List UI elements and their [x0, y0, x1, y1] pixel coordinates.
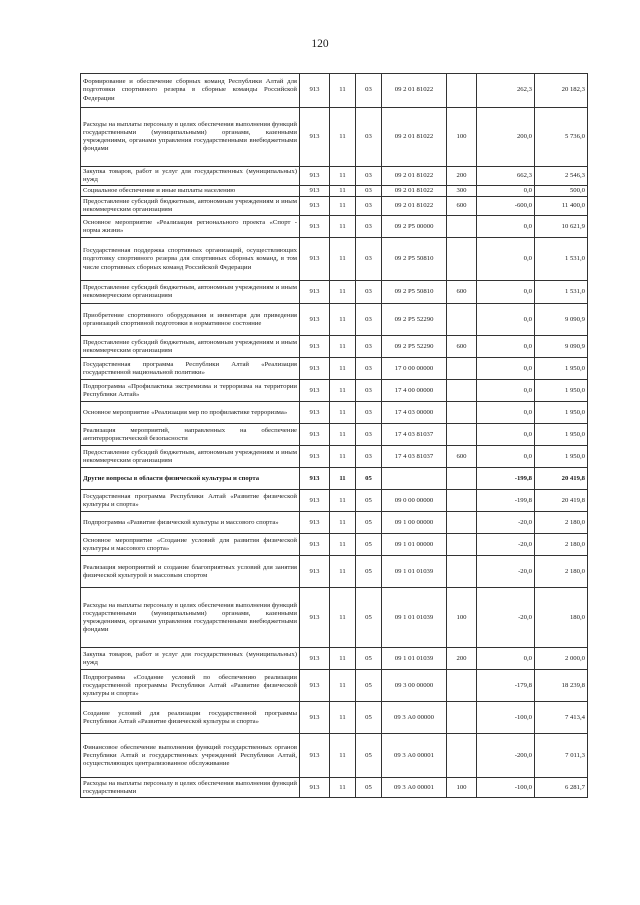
expense-type-cell — [447, 512, 477, 534]
change-amount-cell: -20,0 — [477, 556, 535, 588]
table-row — [81, 186, 588, 197]
section-code-cell: 11 — [330, 74, 356, 108]
page-number: 120 — [311, 38, 329, 50]
table-row — [81, 336, 588, 358]
target-article-cell: 17 4 03 81037 — [382, 424, 447, 446]
table-row — [81, 304, 588, 336]
table-row — [81, 238, 588, 281]
budget-table-body — [81, 74, 588, 798]
subsection-code-cell: 03 — [356, 304, 382, 336]
table-row — [81, 281, 588, 304]
subsection-code-cell: 05 — [356, 670, 382, 702]
table-row — [81, 670, 588, 702]
total-amount-cell: 9 090,9 — [535, 336, 588, 358]
expense-type-cell — [447, 358, 477, 380]
expense-name-cell: Финансовое обеспечение выполнения функций государственных органов Республики Алтай и государственных учреждений Республики Алтай, осуществляющих централизованное обслуживание — [81, 734, 300, 778]
expense-type-cell — [447, 468, 477, 490]
subsection-code-cell: 05 — [356, 588, 382, 648]
expense-type-cell — [447, 702, 477, 734]
section-code-cell: 11 — [330, 702, 356, 734]
ministry-code-cell: 913 — [300, 336, 330, 358]
subsection-code-cell: 05 — [356, 778, 382, 798]
change-amount-cell: -199,8 — [477, 468, 535, 490]
subsection-code-cell: 03 — [356, 424, 382, 446]
expense-name-cell: Реализация мероприятий и создание благоприятных условий для занятия физической культурой и массовым спортом — [81, 556, 300, 588]
expense-type-cell — [447, 424, 477, 446]
total-amount-cell: 1 950,0 — [535, 446, 588, 468]
table-row — [81, 74, 588, 108]
expense-name-cell: Другие вопросы в области физической культуры и спорта — [81, 468, 300, 490]
expense-type-cell — [447, 556, 477, 588]
section-code-cell: 11 — [330, 446, 356, 468]
expense-type-cell — [447, 402, 477, 424]
expense-name-cell: Подпрограмма «Развитие физической культуры и массового спорта» — [81, 512, 300, 534]
table-row — [81, 702, 588, 734]
expense-type-cell — [447, 534, 477, 556]
subsection-code-cell: 05 — [356, 490, 382, 512]
change-amount-cell: 0,0 — [477, 648, 535, 670]
change-amount-cell: 0,0 — [477, 216, 535, 238]
table-row — [81, 490, 588, 512]
section-code-cell: 11 — [330, 336, 356, 358]
table-row — [81, 402, 588, 424]
table-row — [81, 197, 588, 216]
expense-type-cell: 100 — [447, 778, 477, 798]
ministry-code-cell: 913 — [300, 167, 330, 186]
total-amount-cell: 7 011,3 — [535, 734, 588, 778]
expense-name-cell: Создание условий для реализации государственной программы Республики Алтай «Развитие физической культуры и спорта» — [81, 702, 300, 734]
subsection-code-cell: 03 — [356, 358, 382, 380]
table-row — [81, 556, 588, 588]
total-amount-cell: 2 180,0 — [535, 556, 588, 588]
change-amount-cell: 0,0 — [477, 402, 535, 424]
expense-name-cell: Социальное обеспечение и иные выплаты населению — [81, 186, 300, 197]
expense-type-cell — [447, 304, 477, 336]
target-article-cell: 09 2 01 81022 — [382, 108, 447, 167]
expense-name-cell: Расходы на выплаты персоналу в целях обеспечения выполнения функций государственными (муниципальными) органами, казенными учреждениями, органами управления государственными внебюджетными фондами — [81, 108, 300, 167]
total-amount-cell: 1 950,0 — [535, 358, 588, 380]
target-article-cell — [382, 468, 447, 490]
table-row — [81, 358, 588, 380]
expense-name-cell: Основное мероприятие «Реализация мер по профилактике терроризма» — [81, 402, 300, 424]
section-code-cell: 11 — [330, 358, 356, 380]
expense-type-cell — [447, 734, 477, 778]
change-amount-cell: -100,0 — [477, 778, 535, 798]
ministry-code-cell: 913 — [300, 490, 330, 512]
section-code-cell: 11 — [330, 490, 356, 512]
expense-name-cell: Предоставление субсидий бюджетным, автономным учреждениям и иным некоммерческим организациям — [81, 446, 300, 468]
change-amount-cell: 0,0 — [477, 336, 535, 358]
ministry-code-cell: 913 — [300, 304, 330, 336]
target-article-cell: 09 2 P5 00000 — [382, 216, 447, 238]
section-code-cell: 11 — [330, 238, 356, 281]
ministry-code-cell: 913 — [300, 358, 330, 380]
expense-name-cell: Реализация мероприятий, направленных на обеспечение антитеррористической безопасности — [81, 424, 300, 446]
target-article-cell: 17 0 00 00000 — [382, 358, 447, 380]
change-amount-cell: 0,0 — [477, 304, 535, 336]
total-amount-cell: 20 182,3 — [535, 74, 588, 108]
section-code-cell: 11 — [330, 304, 356, 336]
table-row — [81, 167, 588, 186]
target-article-cell: 09 1 00 00000 — [382, 512, 447, 534]
ministry-code-cell: 913 — [300, 734, 330, 778]
expense-name-cell: Государственная программа Республики Алтай «Реализация государственной национальной политики» — [81, 358, 300, 380]
section-code-cell: 11 — [330, 778, 356, 798]
subsection-code-cell: 05 — [356, 512, 382, 534]
target-article-cell: 17 4 03 00000 — [382, 402, 447, 424]
change-amount-cell: -100,0 — [477, 702, 535, 734]
change-amount-cell: 0,0 — [477, 358, 535, 380]
section-code-cell: 11 — [330, 468, 356, 490]
ministry-code-cell: 913 — [300, 216, 330, 238]
expense-name-cell: Подпрограмма «Профилактика экстремизма и терроризма на территории Республики Алтай» — [81, 380, 300, 402]
table-row — [81, 734, 588, 778]
expense-type-cell — [447, 74, 477, 108]
section-code-cell: 11 — [330, 424, 356, 446]
expense-type-cell: 200 — [447, 648, 477, 670]
section-code-cell: 11 — [330, 734, 356, 778]
target-article-cell: 09 2 01 81022 — [382, 74, 447, 108]
total-amount-cell: 180,0 — [535, 588, 588, 648]
subsection-code-cell: 05 — [356, 556, 382, 588]
subsection-code-cell: 03 — [356, 238, 382, 281]
expense-type-cell: 600 — [447, 197, 477, 216]
ministry-code-cell: 913 — [300, 588, 330, 648]
section-code-cell: 11 — [330, 380, 356, 402]
ministry-code-cell: 913 — [300, 648, 330, 670]
target-article-cell: 17 4 03 81037 — [382, 446, 447, 468]
total-amount-cell: 11 400,0 — [535, 197, 588, 216]
table-row — [81, 534, 588, 556]
section-code-cell: 11 — [330, 108, 356, 167]
target-article-cell: 09 2 01 81022 — [382, 167, 447, 186]
expense-type-cell — [447, 216, 477, 238]
total-amount-cell: 1 950,0 — [535, 380, 588, 402]
expense-type-cell — [447, 238, 477, 281]
total-amount-cell: 1 531,0 — [535, 238, 588, 281]
change-amount-cell: 0,0 — [477, 424, 535, 446]
expense-name-cell: Формирование и обеспечение сборных команд Республики Алтай для подготовки спортивного резерва в сборные команды Российской Федерации — [81, 74, 300, 108]
target-article-cell: 09 0 00 00000 — [382, 490, 447, 512]
table-row — [81, 108, 588, 167]
change-amount-cell: 262,3 — [477, 74, 535, 108]
subsection-code-cell: 05 — [356, 534, 382, 556]
section-code-cell: 11 — [330, 186, 356, 197]
target-article-cell: 09 3 А0 00000 — [382, 702, 447, 734]
change-amount-cell: -20,0 — [477, 588, 535, 648]
expense-type-cell: 100 — [447, 108, 477, 167]
subsection-code-cell: 03 — [356, 336, 382, 358]
change-amount-cell: 0,0 — [477, 281, 535, 304]
ministry-code-cell: 913 — [300, 238, 330, 281]
section-code-cell: 11 — [330, 670, 356, 702]
target-article-cell: 09 2 01 81022 — [382, 186, 447, 197]
target-article-cell: 17 4 00 00000 — [382, 380, 447, 402]
table-row — [81, 512, 588, 534]
total-amount-cell: 6 281,7 — [535, 778, 588, 798]
ministry-code-cell: 913 — [300, 446, 330, 468]
ministry-code-cell: 913 — [300, 380, 330, 402]
change-amount-cell: -600,0 — [477, 197, 535, 216]
ministry-code-cell: 913 — [300, 281, 330, 304]
change-amount-cell: -200,0 — [477, 734, 535, 778]
change-amount-cell: 0,0 — [477, 186, 535, 197]
subsection-code-cell: 03 — [356, 74, 382, 108]
change-amount-cell: -199,8 — [477, 490, 535, 512]
ministry-code-cell: 913 — [300, 74, 330, 108]
change-amount-cell: -20,0 — [477, 512, 535, 534]
expense-type-cell: 600 — [447, 446, 477, 468]
target-article-cell: 09 3 А0 00001 — [382, 734, 447, 778]
total-amount-cell: 5 736,0 — [535, 108, 588, 167]
ministry-code-cell: 913 — [300, 108, 330, 167]
target-article-cell: 09 1 01 01039 — [382, 648, 447, 670]
change-amount-cell: 0,0 — [477, 446, 535, 468]
table-row — [81, 216, 588, 238]
target-article-cell: 09 2 01 81022 — [382, 197, 447, 216]
subsection-code-cell: 05 — [356, 734, 382, 778]
expense-type-cell: 100 — [447, 588, 477, 648]
table-row — [81, 648, 588, 670]
total-amount-cell: 20 419,8 — [535, 468, 588, 490]
section-code-cell: 11 — [330, 197, 356, 216]
subsection-code-cell: 03 — [356, 197, 382, 216]
expense-type-cell — [447, 670, 477, 702]
expense-name-cell: Основное мероприятие «Создание условий для развития физической культуры и массового спорта» — [81, 534, 300, 556]
section-code-cell: 11 — [330, 588, 356, 648]
expense-type-cell: 600 — [447, 281, 477, 304]
expense-type-cell: 200 — [447, 167, 477, 186]
section-code-cell: 11 — [330, 512, 356, 534]
section-code-cell: 11 — [330, 281, 356, 304]
expense-name-cell: Предоставление субсидий бюджетным, автономным учреждениям и иным некоммерческим организациям — [81, 281, 300, 304]
table-row — [81, 424, 588, 446]
ministry-code-cell: 913 — [300, 186, 330, 197]
section-code-cell: 11 — [330, 648, 356, 670]
subsection-code-cell: 05 — [356, 702, 382, 734]
table-row — [81, 380, 588, 402]
total-amount-cell: 1 950,0 — [535, 424, 588, 446]
subsection-code-cell: 03 — [356, 167, 382, 186]
expense-name-cell: Расходы на выплаты персоналу в целях обеспечения выполнения функций государственными — [81, 778, 300, 798]
table-row — [81, 778, 588, 798]
change-amount-cell: 0,0 — [477, 238, 535, 281]
ministry-code-cell: 913 — [300, 197, 330, 216]
total-amount-cell: 500,0 — [535, 186, 588, 197]
target-article-cell: 09 3 00 00000 — [382, 670, 447, 702]
total-amount-cell: 10 621,9 — [535, 216, 588, 238]
ministry-code-cell: 913 — [300, 512, 330, 534]
target-article-cell: 09 2 P5 50810 — [382, 281, 447, 304]
table-row — [81, 588, 588, 648]
subsection-code-cell: 03 — [356, 281, 382, 304]
section-code-cell: 11 — [330, 402, 356, 424]
expense-name-cell: Расходы на выплаты персоналу в целях обеспечения выполнения функций государственными (муниципальными) органами, казенными учреждениями, органами управления государственными внебюджетными фондами — [81, 588, 300, 648]
subsection-code-cell: 03 — [356, 446, 382, 468]
total-amount-cell: 20 419,8 — [535, 490, 588, 512]
change-amount-cell: 662,3 — [477, 167, 535, 186]
subsection-code-cell: 03 — [356, 186, 382, 197]
expense-name-cell: Закупка товаров, работ и услуг для государственных (муниципальных) нужд — [81, 648, 300, 670]
budget-table — [80, 73, 588, 798]
change-amount-cell: 0,0 — [477, 380, 535, 402]
expense-name-cell: Приобретение спортивного оборудования и инвентаря для приведения организаций спортивной подготовки в нормативное состояние — [81, 304, 300, 336]
expense-name-cell: Государственная поддержка спортивных организаций, осуществляющих подготовку спортивного резерва для спортивных сборных команд, в том числе спортивных сборных команд Российской Федерации — [81, 238, 300, 281]
target-article-cell: 09 2 P5 52290 — [382, 336, 447, 358]
subsection-code-cell: 05 — [356, 468, 382, 490]
target-article-cell: 09 3 А0 00001 — [382, 778, 447, 798]
total-amount-cell: 9 090,9 — [535, 304, 588, 336]
total-amount-cell: 18 239,8 — [535, 670, 588, 702]
total-amount-cell: 1 531,0 — [535, 281, 588, 304]
subsection-code-cell: 03 — [356, 108, 382, 167]
total-amount-cell: 7 413,4 — [535, 702, 588, 734]
ministry-code-cell: 913 — [300, 402, 330, 424]
total-amount-cell: 1 950,0 — [535, 402, 588, 424]
target-article-cell: 09 1 01 01039 — [382, 556, 447, 588]
table-row — [81, 468, 588, 490]
expense-type-cell: 300 — [447, 186, 477, 197]
total-amount-cell: 2 546,3 — [535, 167, 588, 186]
subsection-code-cell: 03 — [356, 402, 382, 424]
change-amount-cell: -20,0 — [477, 534, 535, 556]
total-amount-cell: 2 180,0 — [535, 512, 588, 534]
table-row — [81, 446, 588, 468]
expense-type-cell — [447, 490, 477, 512]
expense-name-cell: Основное мероприятие «Реализация регионального проекта «Спорт - норма жизни» — [81, 216, 300, 238]
expense-name-cell: Государственная программа Республики Алтай «Развитие физической культуры и спорта» — [81, 490, 300, 512]
target-article-cell: 09 1 01 00000 — [382, 534, 447, 556]
change-amount-cell: -179,8 — [477, 670, 535, 702]
target-article-cell: 09 1 01 01039 — [382, 588, 447, 648]
expense-type-cell — [447, 380, 477, 402]
total-amount-cell: 2 000,0 — [535, 648, 588, 670]
subsection-code-cell: 05 — [356, 648, 382, 670]
expense-name-cell: Предоставление субсидий бюджетным, автономным учреждениям и иным некоммерческим организациям — [81, 197, 300, 216]
subsection-code-cell: 03 — [356, 380, 382, 402]
ministry-code-cell: 913 — [300, 670, 330, 702]
ministry-code-cell: 913 — [300, 702, 330, 734]
ministry-code-cell: 913 — [300, 468, 330, 490]
section-code-cell: 11 — [330, 216, 356, 238]
section-code-cell: 11 — [330, 534, 356, 556]
expense-name-cell: Подпрограмма «Создание условий по обеспечению реализации государственной программы Республики Алтай «Развитие физической культуры и спорта» — [81, 670, 300, 702]
ministry-code-cell: 913 — [300, 778, 330, 798]
section-code-cell: 11 — [330, 556, 356, 588]
target-article-cell: 09 2 P5 50810 — [382, 238, 447, 281]
subsection-code-cell: 03 — [356, 216, 382, 238]
expense-name-cell: Закупка товаров, работ и услуг для государственных (муниципальных) нужд — [81, 167, 300, 186]
target-article-cell: 09 2 P5 52290 — [382, 304, 447, 336]
change-amount-cell: 200,0 — [477, 108, 535, 167]
expense-name-cell: Предоставление субсидий бюджетным, автономным учреждениям и иным некоммерческим организациям — [81, 336, 300, 358]
total-amount-cell: 2 180,0 — [535, 534, 588, 556]
ministry-code-cell: 913 — [300, 534, 330, 556]
ministry-code-cell: 913 — [300, 424, 330, 446]
section-code-cell: 11 — [330, 167, 356, 186]
expense-type-cell: 600 — [447, 336, 477, 358]
ministry-code-cell: 913 — [300, 556, 330, 588]
